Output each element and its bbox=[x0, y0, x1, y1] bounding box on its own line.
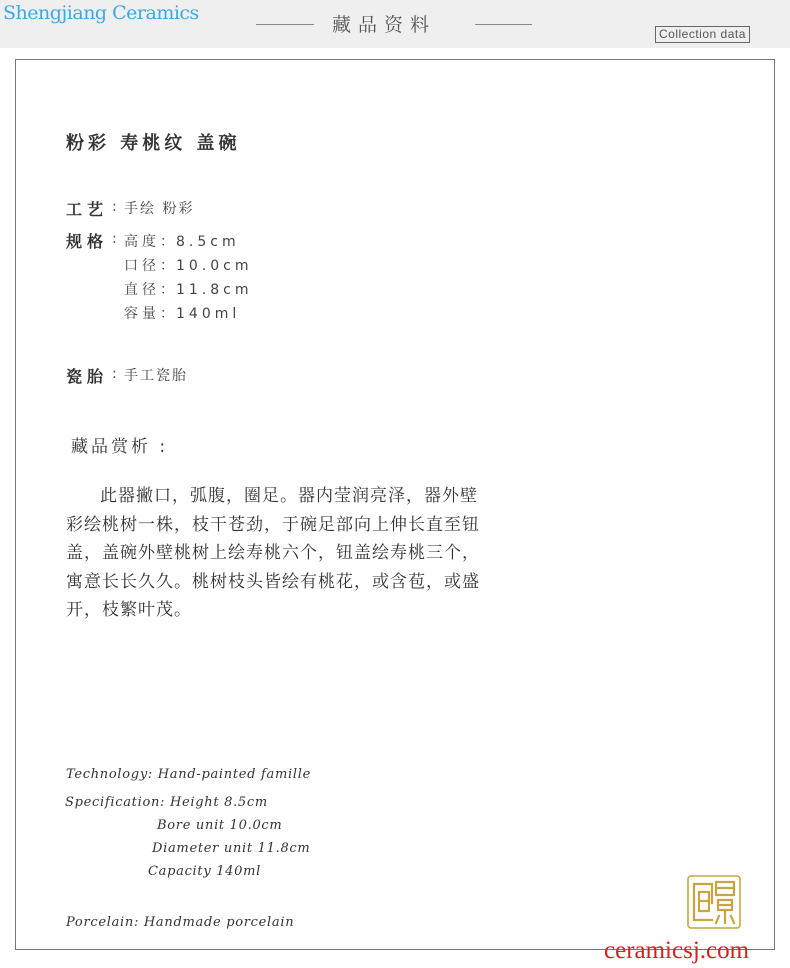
spec-diameter-name: 直径 bbox=[124, 282, 160, 298]
body-value: 手工瓷胎 bbox=[124, 368, 188, 384]
analysis-text: 此器撇口，弧腹，圈足。器内莹润亮泽，器外壁彩绘桃树一株，枝干苍劲，于碗足部向上伸长直至钮盖，盖碗外壁桃树上绘寿桃六个，钮盖绘寿桃三个，寓意长长久久。桃树枝头皆绘有桃花，或含苞，或盛开，枝繁叶茂。 bbox=[66, 486, 480, 620]
collection-data-tag: Collection data bbox=[655, 26, 750, 43]
analysis-title-text: 藏品赏析 bbox=[71, 437, 151, 457]
english-porcelain: Porcelain: Handmade porcelain bbox=[66, 915, 295, 930]
spec-height-value: 8.5cm bbox=[176, 234, 240, 250]
craft-value: 手绘 粉彩 bbox=[124, 201, 195, 217]
body-colon: : bbox=[112, 366, 117, 382]
spec-line-capacity: 容量：140ml bbox=[124, 306, 241, 322]
english-diameter: Diameter unit 11.8cm bbox=[152, 841, 311, 856]
brand-logo-text[interactable]: Shengjiang Ceramics bbox=[3, 2, 199, 24]
spec-line-bore: 口径：10.0cm bbox=[124, 258, 253, 274]
spec-height-name: 高度 bbox=[124, 234, 160, 250]
header-divider-left bbox=[256, 24, 314, 25]
craft-label: 工艺 bbox=[66, 200, 109, 219]
spec-line-height: 高度：8.5cm bbox=[124, 234, 240, 250]
analysis-title: 藏品赏析 : bbox=[71, 437, 169, 457]
seal-stamp-icon bbox=[685, 873, 743, 931]
craft-colon: : bbox=[112, 199, 117, 215]
footer-brand-url[interactable]: ceramicsj.com bbox=[604, 937, 750, 964]
spec-diameter-value: 11.8cm bbox=[176, 282, 253, 298]
english-specification: Specification: Height 8.5cm bbox=[65, 795, 268, 810]
spec-bore-name: 口径 bbox=[124, 258, 160, 274]
product-title: 粉彩 寿桃纹 盖碗 bbox=[66, 133, 241, 154]
english-bore: Bore unit 10.0cm bbox=[157, 818, 283, 833]
english-technology: Technology: Hand-painted famille bbox=[66, 767, 311, 782]
spec-capacity-value: 140ml bbox=[176, 306, 241, 322]
header-divider-right bbox=[475, 24, 532, 25]
header-title: 藏品资料 bbox=[332, 14, 437, 36]
spec-bore-value: 10.0cm bbox=[176, 258, 253, 274]
english-capacity: Capacity 140ml bbox=[148, 864, 262, 879]
spec-line-diameter: 直径：11.8cm bbox=[124, 282, 253, 298]
spec-colon: : bbox=[112, 231, 117, 247]
spec-capacity-name: 容量 bbox=[124, 306, 160, 322]
spec-label: 规格 bbox=[66, 232, 109, 251]
body-label: 瓷胎 bbox=[66, 367, 109, 386]
